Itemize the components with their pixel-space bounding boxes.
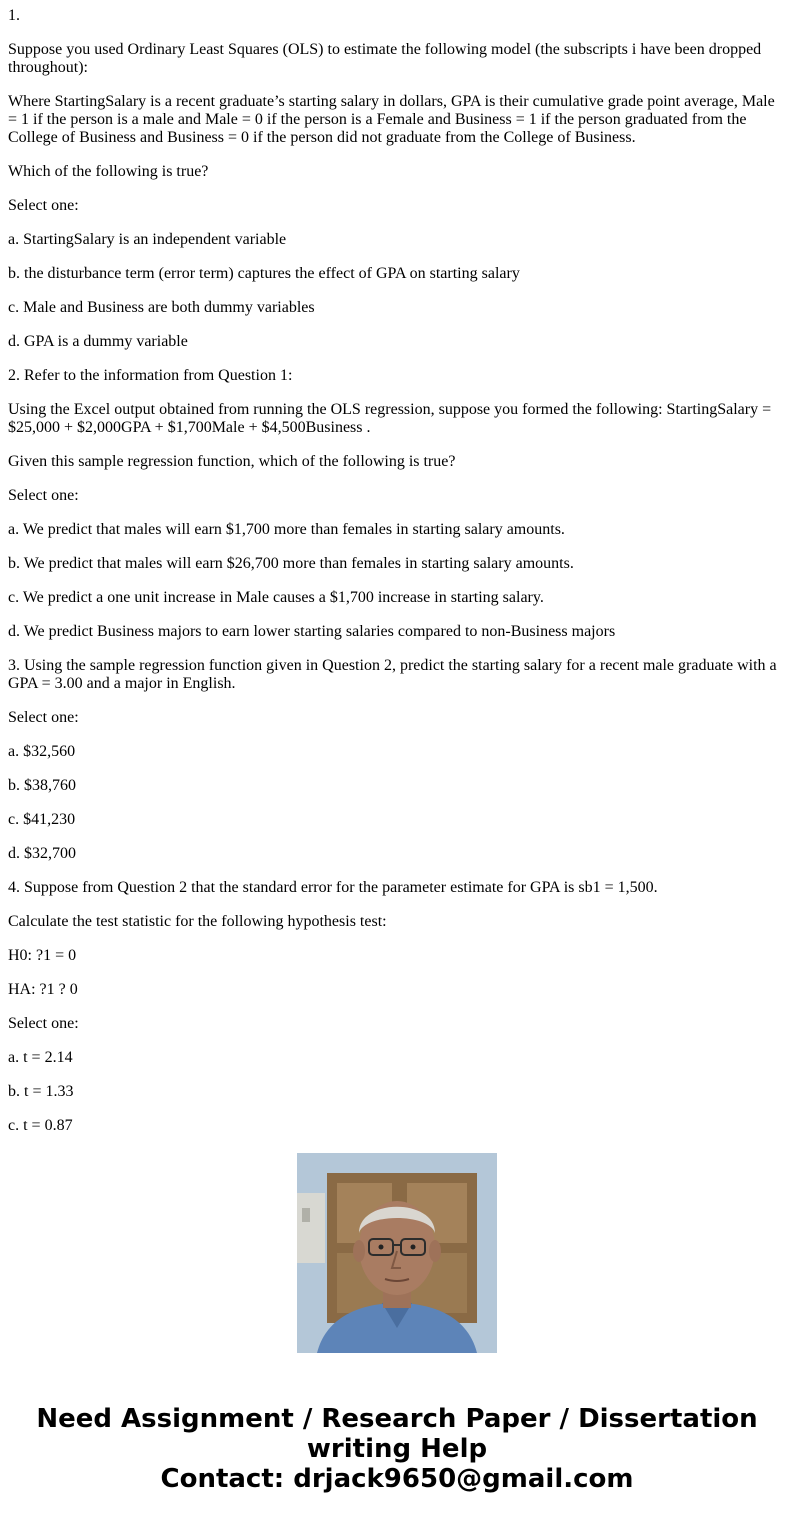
- paragraph: 1.: [8, 7, 20, 24]
- paragraph: 4. Suppose from Question 2 that the standard error for the parameter estimate for GPA is sb1 = 1,500.: [8, 879, 658, 896]
- promo-headline: Need Assignment / Research Paper / Dissertation writing Help: [36, 1404, 758, 1464]
- question-prompt: Which of the following is true?: [8, 163, 209, 180]
- answer-option: c. t = 0.87: [8, 1117, 73, 1134]
- paragraph: 2. Refer to the information from Question 1:: [8, 367, 293, 384]
- paragraph: Using the Excel output obtained from running the OLS regression, suppose you formed the following: StartingSalary = $25,000 + $2,000GPA + $1,700Male + $4,500Business .: [8, 401, 772, 436]
- answer-option: a. We predict that males will earn $1,700 more than females in starting salary amounts.: [8, 521, 565, 538]
- select-one-label: Select one:: [8, 1015, 79, 1032]
- hypothesis-line: HA: ?1 ? 0: [8, 981, 78, 998]
- paragraph: Where StartingSalary is a recent graduate’s starting salary in dollars, GPA is their cumulative grade point average, Male = 1 if the person is a male and Male = 0 if the person is a Female and Business = 1 if the person graduated from the College of Business and Business = 0 if the person did not graduate from the College of Business.: [8, 93, 775, 146]
- answer-option: d. $32,700: [8, 845, 76, 862]
- paragraph: 3. Using the sample regression function given in Question 2, predict the starting salary for a recent male graduate with a GPA = 3.00 and a major in English.: [8, 657, 777, 692]
- paragraph: Suppose you used Ordinary Least Squares (OLS) to estimate the following model (the subscripts i have been dropped throughout):: [8, 41, 762, 76]
- answer-option: b. the disturbance term (error term) captures the effect of GPA on starting salary: [8, 265, 520, 282]
- answer-option: d. GPA is a dummy variable: [8, 333, 188, 350]
- answer-option: c. We predict a one unit increase in Male causes a $1,700 increase in starting salary.: [8, 589, 544, 606]
- avatar: [297, 1153, 497, 1353]
- select-one-label: Select one:: [8, 197, 79, 214]
- question-prompt: Given this sample regression function, which of the following is true?: [8, 453, 456, 470]
- paragraph: Calculate the test statistic for the following hypothesis test:: [8, 913, 387, 930]
- promo-banner: [0, 1404, 794, 1494]
- answer-option: b. t = 1.33: [8, 1083, 74, 1100]
- answer-option: a. StartingSalary is an independent variable: [8, 231, 287, 248]
- answer-option: b. $38,760: [8, 777, 76, 794]
- answer-option: d. We predict Business majors to earn lower starting salaries compared to non-Business majors: [8, 623, 616, 640]
- portrait-image: [297, 1153, 497, 1353]
- select-one-label: Select one:: [8, 709, 79, 726]
- document-body: [8, 7, 786, 1134]
- answer-option: c. $41,230: [8, 811, 76, 828]
- answer-option: a. $32,560: [8, 743, 76, 760]
- answer-option: c. Male and Business are both dummy variables: [8, 299, 315, 316]
- answer-option: b. We predict that males will earn $26,700 more than females in starting salary amounts.: [8, 555, 574, 572]
- answer-option: a. t = 2.14: [8, 1049, 73, 1066]
- promo-contact: Contact: drjack9650@gmail.com: [160, 1464, 634, 1494]
- hypothesis-line: H0: ?1 = 0: [8, 947, 77, 964]
- select-one-label: Select one:: [8, 487, 79, 504]
